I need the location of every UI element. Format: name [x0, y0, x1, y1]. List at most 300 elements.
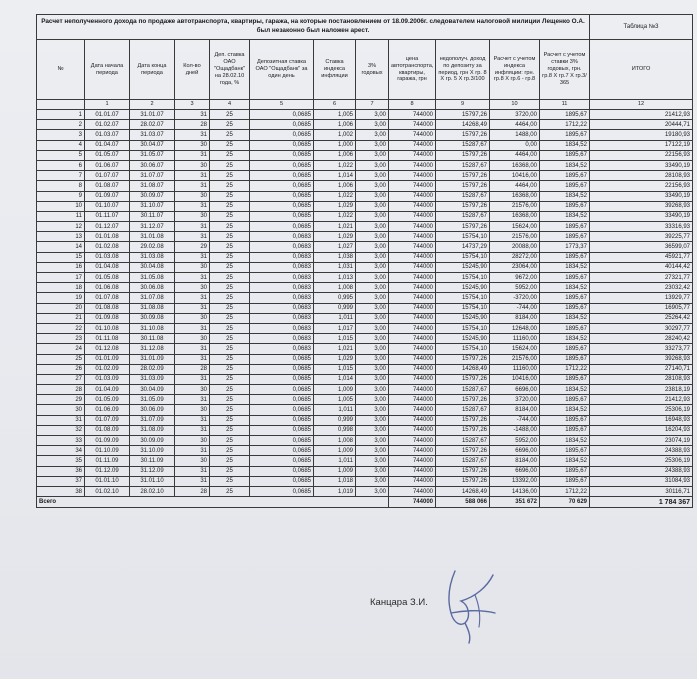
table-cell: 3,00	[356, 160, 389, 170]
table-cell: 25	[210, 354, 250, 364]
table-cell: 15797,26	[436, 395, 490, 405]
column-header: Кол-во дней	[175, 40, 210, 100]
table-cell: 0,0685	[250, 436, 314, 446]
table-cell: 30	[175, 436, 210, 446]
table-cell: 30	[175, 262, 210, 272]
total-label: Всего	[37, 497, 389, 508]
table-cell: 31.08.09	[130, 425, 175, 435]
table-cell: 30	[175, 405, 210, 415]
table-cell: 28108,93	[590, 374, 693, 384]
table-cell: 1834,52	[540, 334, 590, 344]
table-cell: 33	[37, 436, 85, 446]
table-cell: 1895,67	[540, 130, 590, 140]
table-cell: 744000	[389, 354, 436, 364]
table-cell: 25	[210, 283, 250, 293]
table-cell: 15797,26	[436, 446, 490, 456]
table-cell: 01.12.07	[85, 222, 130, 232]
table-cell: 25	[210, 181, 250, 191]
table-cell: 0,0685	[250, 385, 314, 395]
table-cell: 10	[37, 201, 85, 211]
table-cell: 15287,67	[436, 405, 490, 415]
table-cell: 01.02.08	[85, 242, 130, 252]
table-cell: 1,008	[314, 436, 356, 446]
table-cell: 01.07.08	[85, 293, 130, 303]
table-row	[37, 446, 693, 456]
table-cell: 1,005	[314, 395, 356, 405]
table-cell: 1834,52	[540, 436, 590, 446]
table-cell: 15797,26	[436, 171, 490, 181]
table-cell: 30116,71	[590, 486, 693, 496]
table-cell: 25	[210, 405, 250, 415]
table-cell: 1834,52	[540, 385, 590, 395]
table-cell: 01.04.08	[85, 262, 130, 272]
table-cell: 3,00	[356, 222, 389, 232]
table-cell: 20	[37, 303, 85, 313]
table-cell: 30	[37, 405, 85, 415]
table-cell: 3,00	[356, 242, 389, 252]
table-cell: 31	[175, 415, 210, 425]
table-cell: 30.04.09	[130, 385, 175, 395]
table-cell: 31.01.07	[130, 110, 175, 120]
column-number: 2	[130, 100, 175, 110]
table-cell: 28	[37, 385, 85, 395]
table-cell: 25	[210, 120, 250, 130]
table-cell: 744000	[389, 344, 436, 354]
table-cell: 3,00	[356, 130, 389, 140]
table-cell: 11	[37, 211, 85, 221]
table-cell: 3,00	[356, 313, 389, 323]
table-cell: 3,00	[356, 201, 389, 211]
table-cell: 25	[210, 160, 250, 170]
table-cell: 11160,00	[490, 364, 540, 374]
table-cell: 1,006	[314, 120, 356, 130]
table-row	[37, 334, 693, 344]
table-cell: 23074,19	[590, 436, 693, 446]
table-row	[37, 171, 693, 181]
table-cell: 0,0685	[250, 374, 314, 384]
table-cell: 1895,67	[540, 446, 590, 456]
table-cell: 16368,00	[490, 191, 540, 201]
table-cell: 1,014	[314, 374, 356, 384]
table-cell: 1,013	[314, 273, 356, 283]
table-cell: 25	[210, 476, 250, 486]
table-cell: 1,019	[314, 486, 356, 496]
table-cell: 31	[175, 466, 210, 476]
table-cell: 1,027	[314, 242, 356, 252]
table-row	[37, 150, 693, 160]
table-cell: 01.11.09	[85, 456, 130, 466]
table-cell: 29.02.08	[130, 242, 175, 252]
table-cell: 0,0683	[250, 232, 314, 242]
table-cell: 0,999	[314, 303, 356, 313]
table-cell: 01.11.08	[85, 334, 130, 344]
table-cell: 28.02.10	[130, 486, 175, 496]
table-cell: 01.09.08	[85, 313, 130, 323]
table-cell: 25	[210, 323, 250, 333]
table-cell: 31	[175, 110, 210, 120]
table-cell: 1895,67	[540, 110, 590, 120]
table-cell: 744000	[389, 446, 436, 456]
table-row	[37, 140, 693, 150]
table-cell: 31084,93	[590, 476, 693, 486]
table-cell: 15797,26	[436, 150, 490, 160]
table-cell: 0,0685	[250, 415, 314, 425]
table-cell: 7	[37, 171, 85, 181]
table-cell: 21576,00	[490, 201, 540, 211]
table-cell: 01.12.09	[85, 466, 130, 476]
table-cell: 744000	[389, 334, 436, 344]
table-cell: 30297,77	[590, 323, 693, 333]
table-cell: 01.03.07	[85, 130, 130, 140]
table-cell: 25	[210, 334, 250, 344]
table-cell: 30.06.09	[130, 405, 175, 415]
table-cell: 28240,42	[590, 334, 693, 344]
table-cell: 744000	[389, 283, 436, 293]
table-row	[37, 232, 693, 242]
table-cell: 3,00	[356, 252, 389, 262]
table-cell: 25264,42	[590, 313, 693, 323]
table-cell: 1895,67	[540, 181, 590, 191]
table-cell: 3,00	[356, 344, 389, 354]
table-cell: 744000	[389, 415, 436, 425]
table-cell: 744000	[389, 486, 436, 496]
table-cell: 15797,26	[436, 201, 490, 211]
table-cell: 16368,00	[490, 160, 540, 170]
table-cell: 1712,22	[540, 120, 590, 130]
table-cell: 744000	[389, 425, 436, 435]
table-cell: 28272,00	[490, 252, 540, 262]
table-cell: 31	[175, 252, 210, 262]
table-cell: 1895,67	[540, 344, 590, 354]
table-row	[37, 415, 693, 425]
column-header: Расчет с учетом индекса инфляции: грн. гр.8 Х гр.6 - гр.8	[490, 40, 540, 100]
table-cell: 0,0685	[250, 201, 314, 211]
table-cell: 0,0685	[250, 466, 314, 476]
table-cell: 27	[37, 374, 85, 384]
total-income: 588 066	[436, 497, 490, 508]
table-cell: 23032,42	[590, 283, 693, 293]
table-cell: 0,0685	[250, 120, 314, 130]
table-cell: 3720,00	[490, 110, 540, 120]
table-cell: 25	[210, 130, 250, 140]
table-cell: 0,0685	[250, 191, 314, 201]
table-row	[37, 191, 693, 201]
table-cell: 25	[210, 150, 250, 160]
table-cell: 31.10.08	[130, 323, 175, 333]
table-cell: 4464,00	[490, 120, 540, 130]
table-cell: 31	[37, 415, 85, 425]
table-cell: 01.05.07	[85, 150, 130, 160]
table-cell: 4464,00	[490, 181, 540, 191]
table-cell: 3,00	[356, 476, 389, 486]
table-cell: 25	[210, 303, 250, 313]
table-cell: 15797,26	[436, 222, 490, 232]
table-cell: 3,00	[356, 354, 389, 364]
table-cell: 1,015	[314, 364, 356, 374]
table-cell: 1,031	[314, 262, 356, 272]
table-cell: 26	[37, 364, 85, 374]
table-cell: 1895,67	[540, 354, 590, 364]
column-number-row	[37, 100, 693, 110]
table-cell: 2	[37, 120, 85, 130]
table-cell: 744000	[389, 262, 436, 272]
table-cell: 15245,90	[436, 313, 490, 323]
table-cell: 0,998	[314, 425, 356, 435]
table-cell: 3,00	[356, 364, 389, 374]
handwritten-signature	[435, 565, 505, 645]
table-cell: -744,00	[490, 303, 540, 313]
table-cell: 1712,22	[540, 486, 590, 496]
column-number: 12	[590, 100, 693, 110]
table-cell: 0,0683	[250, 252, 314, 262]
table-cell: 1834,52	[540, 160, 590, 170]
column-number	[37, 100, 85, 110]
table-cell: 15624,00	[490, 344, 540, 354]
column-number: 8	[389, 100, 436, 110]
table-cell: 24388,93	[590, 446, 693, 456]
column-header: ИТОГО	[590, 40, 693, 100]
table-cell: 01.01.09	[85, 354, 130, 364]
table-row	[37, 323, 693, 333]
table-cell: 744000	[389, 150, 436, 160]
table-cell: 6696,00	[490, 385, 540, 395]
table-cell: 31.03.09	[130, 374, 175, 384]
table-cell: 1,000	[314, 140, 356, 150]
table-cell: 1,009	[314, 466, 356, 476]
table-row	[37, 385, 693, 395]
table-cell: 1,005	[314, 110, 356, 120]
table-cell: 18	[37, 283, 85, 293]
table-cell: 3,00	[356, 436, 389, 446]
table-cell: 0,0685	[250, 222, 314, 232]
table-row	[37, 425, 693, 435]
table-row	[37, 211, 693, 221]
table-cell: 21412,93	[590, 110, 693, 120]
table-cell: 25	[210, 456, 250, 466]
table-cell: 3,00	[356, 405, 389, 415]
table-cell: 31	[175, 232, 210, 242]
table-cell: 1895,67	[540, 466, 590, 476]
table-cell: 28108,93	[590, 171, 693, 181]
table-cell: 3,00	[356, 171, 389, 181]
table-cell: 15797,26	[436, 374, 490, 384]
table-cell: 1,029	[314, 201, 356, 211]
table-cell: 33490,19	[590, 191, 693, 201]
table-cell: 25	[210, 171, 250, 181]
table-cell: 15797,26	[436, 466, 490, 476]
table-cell: 33490,19	[590, 211, 693, 221]
table-cell: 31.10.09	[130, 446, 175, 456]
table-cell: 3,00	[356, 415, 389, 425]
table-cell: 1895,67	[540, 252, 590, 262]
table-cell: 21576,00	[490, 232, 540, 242]
calculation-table	[36, 14, 693, 508]
table-cell: 25	[210, 232, 250, 242]
table-cell: 31.01.09	[130, 354, 175, 364]
table-cell: 1834,52	[540, 405, 590, 415]
table-cell: 31	[175, 130, 210, 140]
table-cell: 1,009	[314, 385, 356, 395]
table-row	[37, 405, 693, 415]
table-number: Таблица №3	[590, 15, 693, 40]
table-cell: 31	[175, 425, 210, 435]
table-cell: 24	[37, 344, 85, 354]
table-cell: 25306,19	[590, 405, 693, 415]
table-cell: 39268,93	[590, 354, 693, 364]
table-cell: 0,0685	[250, 425, 314, 435]
table-cell: 35	[37, 456, 85, 466]
table-cell: 22	[37, 323, 85, 333]
table-cell: 31	[175, 181, 210, 191]
table-cell: 01.06.08	[85, 283, 130, 293]
table-cell: 16948,93	[590, 415, 693, 425]
table-cell: 1,022	[314, 160, 356, 170]
column-number: 4	[210, 100, 250, 110]
table-cell: 15754,10	[436, 232, 490, 242]
table-cell: 16204,93	[590, 425, 693, 435]
table-cell: 01.03.09	[85, 374, 130, 384]
table-cell: 30	[175, 334, 210, 344]
table-cell: 31.05.07	[130, 150, 175, 160]
table-cell: 0,0685	[250, 476, 314, 486]
table-cell: 28.02.09	[130, 364, 175, 374]
table-cell: -1488,00	[490, 425, 540, 435]
table-cell: 31	[175, 171, 210, 181]
table-cell: -744,00	[490, 415, 540, 425]
table-cell: 1895,67	[540, 150, 590, 160]
table-cell: 1,022	[314, 191, 356, 201]
table-cell: 25	[210, 110, 250, 120]
table-cell: 0,0683	[250, 334, 314, 344]
table-cell: 3,00	[356, 150, 389, 160]
table-cell: 28	[175, 486, 210, 496]
table-cell: 30.04.08	[130, 262, 175, 272]
table-cell: 8184,00	[490, 456, 540, 466]
table-cell: 30.06.08	[130, 283, 175, 293]
table-cell: 15754,10	[436, 273, 490, 283]
table-cell: 14268,49	[436, 486, 490, 496]
table-cell: 20088,00	[490, 242, 540, 252]
table-cell: 30	[175, 283, 210, 293]
table-cell: 3,00	[356, 374, 389, 384]
table-cell: 0,0685	[250, 446, 314, 456]
table-cell: 25	[210, 140, 250, 150]
table-cell: 15287,67	[436, 160, 490, 170]
table-cell: 1,029	[314, 354, 356, 364]
table-cell: 31	[175, 150, 210, 160]
table-cell: 1,006	[314, 150, 356, 160]
table-cell: 0,0683	[250, 293, 314, 303]
table-cell: 15797,26	[436, 476, 490, 486]
total-row	[37, 497, 693, 508]
table-cell: 24388,93	[590, 466, 693, 476]
table-cell: 0,0685	[250, 110, 314, 120]
table-cell: -3720,00	[490, 293, 540, 303]
table-cell: 15797,26	[436, 354, 490, 364]
total-percent: 70 629	[540, 497, 590, 508]
table-cell: 3,00	[356, 232, 389, 242]
table-cell: 744000	[389, 181, 436, 191]
table-cell: 01.02.10	[85, 486, 130, 496]
table-cell: 20444,71	[590, 120, 693, 130]
table-cell: 744000	[389, 395, 436, 405]
column-number: 7	[356, 100, 389, 110]
table-cell: 27140,71	[590, 364, 693, 374]
table-cell: 1834,52	[540, 140, 590, 150]
table-cell: 30	[175, 456, 210, 466]
table-row	[37, 456, 693, 466]
table-cell: 15797,26	[436, 181, 490, 191]
table-cell: 1895,67	[540, 395, 590, 405]
table-cell: 25	[210, 273, 250, 283]
table-cell: 31	[175, 344, 210, 354]
table-cell: 1,011	[314, 313, 356, 323]
table-cell: 744000	[389, 293, 436, 303]
table-cell: 31	[175, 201, 210, 211]
table-cell: 3	[37, 130, 85, 140]
table-cell: 25	[210, 364, 250, 374]
table-cell: 1834,52	[540, 211, 590, 221]
table-cell: 01.11.07	[85, 211, 130, 221]
table-cell: 31	[175, 222, 210, 232]
calculation-table-wrapper	[36, 14, 692, 508]
table-cell: 1,029	[314, 232, 356, 242]
table-cell: 15624,00	[490, 222, 540, 232]
table-cell: 14136,00	[490, 486, 540, 496]
table-cell: 17122,19	[590, 140, 693, 150]
column-header: Расчет с учетом ставки 3% годовых, грн. гр.8 Х гр.7 Х гр.3/ 365	[540, 40, 590, 100]
table-cell: 3,00	[356, 181, 389, 191]
table-row	[37, 130, 693, 140]
table-cell: 10416,00	[490, 374, 540, 384]
column-number: 1	[85, 100, 130, 110]
table-cell: 1895,67	[540, 425, 590, 435]
table-cell: 0,0683	[250, 313, 314, 323]
table-cell: 15797,26	[436, 425, 490, 435]
table-cell: 31.07.07	[130, 171, 175, 181]
table-cell: 1,021	[314, 222, 356, 232]
table-cell: 1,038	[314, 252, 356, 262]
table-cell: 15797,26	[436, 130, 490, 140]
table-row	[37, 110, 693, 120]
table-cell: 744000	[389, 313, 436, 323]
table-row	[37, 395, 693, 405]
table-cell: 0,0683	[250, 303, 314, 313]
table-cell: 9672,00	[490, 273, 540, 283]
table-cell: 1895,67	[540, 476, 590, 486]
table-row	[37, 252, 693, 262]
table-cell: 1895,67	[540, 273, 590, 283]
table-cell: 31.05.08	[130, 273, 175, 283]
table-row	[37, 201, 693, 211]
table-cell: 1834,52	[540, 283, 590, 293]
table-cell: 0,0685	[250, 130, 314, 140]
table-cell: 3,00	[356, 385, 389, 395]
table-cell: 12648,00	[490, 323, 540, 333]
table-cell: 01.02.09	[85, 364, 130, 374]
table-cell: 01.08.07	[85, 181, 130, 191]
table-cell: 30.09.08	[130, 313, 175, 323]
table-cell: 0,0685	[250, 486, 314, 496]
table-cell: 31.03.07	[130, 130, 175, 140]
table-cell: 31.12.09	[130, 466, 175, 476]
table-cell: 8	[37, 181, 85, 191]
table-cell: 1895,67	[540, 232, 590, 242]
table-cell: 3,00	[356, 395, 389, 405]
table-cell: 25	[210, 446, 250, 456]
table-cell: 15245,90	[436, 262, 490, 272]
table-cell: 28	[175, 364, 210, 374]
